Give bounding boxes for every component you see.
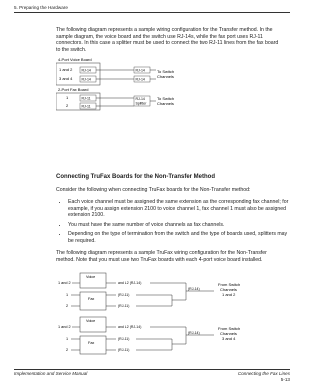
section-lead: Consider the following when connecting TruFax boards for the Non-Transfer method: [56, 187, 251, 193]
fax-label-b: Fax [88, 341, 95, 345]
fax-board-b [80, 336, 106, 354]
running-header: 5. Preparing the Hardware [14, 5, 68, 10]
considerations-list [56, 199, 292, 248]
list-item: • You must have the same number of voice channels as fax channels. [68, 222, 292, 229]
from-switch-a-2: Channels [220, 287, 237, 292]
voice-b-port: 1 and 2 [58, 325, 71, 329]
fax-b-port-2: 2 [66, 348, 69, 352]
fax-jack-1-label: RJ-11 [81, 96, 91, 101]
fax-b-conn-1: (RJ-11) [118, 337, 130, 341]
voice-label-a: Voice [86, 275, 96, 279]
splitter-label-2: Splitter [135, 101, 147, 106]
fax-a-port-2: 2 [66, 304, 69, 308]
footer-rule [14, 369, 290, 370]
header-rule [14, 12, 290, 13]
voice-b-conn: and L2 (RJ-14) [118, 325, 142, 329]
footer-manual-title: Implementation and Service Manual [14, 371, 88, 376]
voice-label-b: Voice [86, 319, 96, 323]
from-switch-b-3: 3 and 4 [222, 336, 236, 341]
fax-a-conn-2: (RJ-11) [118, 304, 130, 308]
fax-board-label: 2-Port Fax Board [58, 87, 89, 92]
closing-paragraph: The following diagram represents a sample TruFax wiring configuration for the Non-Transfer method. Note that you must use two TruFax boards with each 4-port voice board installed. [56, 250, 267, 263]
to-switch-label-a1: To Switch [157, 69, 175, 74]
voice-a-conn: and L2 (RJ-14) [118, 281, 142, 285]
fax-board-a [80, 292, 106, 310]
voice-jack-1-label: RJ-14 [81, 68, 91, 73]
list-item: • Each voice channel must be assigned the same extension as the corresponding fax channel; for example, if you assign extension 2100 to voice channel 1, fax channel 1 must also be assigned extension 2100. [68, 199, 292, 219]
fax-port-1: 1 [66, 95, 69, 100]
voice-a-port: 1 and 2 [58, 281, 71, 285]
transfer-wiring-diagram [56, 57, 226, 111]
voice-port-3-4: 3 and 4 [59, 76, 73, 81]
to-switch-label-b2: Channels [157, 101, 174, 106]
from-switch-a-3: 1 and 2 [222, 292, 236, 297]
switch-jack-2-label: RJ-14 [135, 77, 145, 82]
from-switch-b-1: From Switch [218, 326, 241, 331]
page-number: 5-13 [280, 377, 290, 382]
footer-chapter-title: Connecting the Fax Lines [237, 371, 290, 376]
fax-a-port-1: 1 [66, 293, 69, 297]
trunk-b-conn: (RJ-14) [188, 331, 200, 335]
intro-paragraph: The following diagram represents a sample wiring configuration for the Transfer method. In the sample diagram, the voice board and the switch use RJ-14s, while the fax port uses RJ-11 connectors. In this case a splitter must be used to connect the two RJ-11 lines from the fax board to the switch. [56, 27, 279, 53]
fax-b-port-1: 1 [66, 337, 69, 341]
splitter-label-1: RJ-14 [135, 97, 145, 101]
list-item: • Depending on the type of termination from the switch and the type of boards used, splitters may be required. [68, 231, 292, 244]
voice-port-1-2: 1 and 2 [59, 67, 73, 72]
from-switch-a-1: From Switch [218, 282, 241, 287]
trunk-a-conn: (RJ-14) [188, 287, 200, 291]
fax-b-conn-2: (RJ-11) [118, 348, 130, 352]
from-switch-b-2: Channels [220, 331, 237, 336]
section-heading: Connecting TruFax Boards for the Non-Transfer Method [56, 174, 216, 180]
voice-board-label: 4-Port Voice Board [58, 57, 92, 62]
fax-label-a: Fax [88, 297, 95, 301]
non-transfer-wiring-diagram [56, 270, 270, 360]
to-switch-label-b1: To Switch [157, 96, 175, 101]
to-switch-label-a2: Channels [157, 74, 174, 79]
voice-jack-2-label: RJ-14 [81, 77, 91, 82]
fax-a-conn-1: (RJ-11) [118, 293, 130, 297]
switch-jack-1-label: RJ-14 [135, 68, 145, 73]
fax-port-2: 2 [66, 103, 69, 108]
fax-jack-2-label: RJ-11 [81, 104, 91, 109]
